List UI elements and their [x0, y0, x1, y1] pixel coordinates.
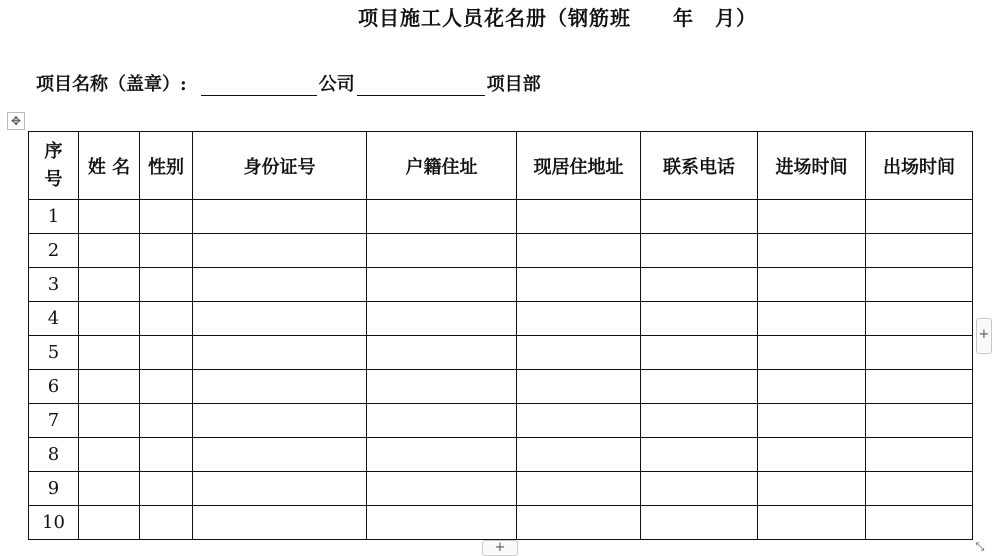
- header-current-address: 现居住地址: [517, 132, 641, 200]
- move-icon: ✥: [10, 114, 22, 128]
- gender-cell[interactable]: [140, 404, 193, 438]
- current-address-cell[interactable]: [517, 200, 641, 234]
- household-cell[interactable]: [367, 302, 517, 336]
- id-number-cell[interactable]: [193, 438, 367, 472]
- current-address-cell[interactable]: [517, 506, 641, 540]
- phone-cell[interactable]: [641, 472, 758, 506]
- name-cell[interactable]: [79, 268, 140, 302]
- table-row: [29, 336, 973, 370]
- exit-time-cell[interactable]: [866, 404, 973, 438]
- household-cell[interactable]: [367, 438, 517, 472]
- current-address-cell[interactable]: [517, 302, 641, 336]
- exit-time-cell[interactable]: [866, 268, 973, 302]
- header-seq: [29, 132, 79, 200]
- table-row: [29, 506, 973, 540]
- id-number-cell[interactable]: [193, 336, 367, 370]
- department-label: 项目部: [486, 74, 541, 95]
- header-gender: 性别: [140, 132, 193, 200]
- seq-cell: 3: [29, 268, 79, 302]
- gender-cell[interactable]: [140, 438, 193, 472]
- entry-time-cell[interactable]: [758, 472, 866, 506]
- add-column-button[interactable]: [976, 318, 992, 354]
- roster-table: [28, 131, 973, 540]
- project-name-blank[interactable]: [201, 73, 317, 96]
- add-row-button[interactable]: [482, 540, 518, 556]
- household-cell[interactable]: [367, 200, 517, 234]
- plus-icon: +: [978, 327, 990, 342]
- entry-time-cell[interactable]: [758, 404, 866, 438]
- project-name-line: [36, 70, 541, 96]
- current-address-cell[interactable]: [517, 438, 641, 472]
- household-cell[interactable]: [367, 506, 517, 540]
- name-cell[interactable]: [79, 302, 140, 336]
- header-seq-top: 序: [44, 140, 63, 162]
- id-number-cell[interactable]: [193, 268, 367, 302]
- exit-time-cell[interactable]: [866, 370, 973, 404]
- gender-cell[interactable]: [140, 268, 193, 302]
- header-phone: 联系电话: [641, 132, 758, 200]
- exit-time-cell[interactable]: [866, 234, 973, 268]
- project-name-label: 项目名称（盖章）:: [36, 74, 187, 95]
- header-entry-time: 进场时间: [758, 132, 866, 200]
- gender-cell[interactable]: [140, 302, 193, 336]
- table-move-handle[interactable]: [7, 112, 25, 130]
- name-cell[interactable]: [79, 234, 140, 268]
- name-cell[interactable]: [79, 506, 140, 540]
- exit-time-cell[interactable]: [866, 336, 973, 370]
- header-exit-time: 出场时间: [866, 132, 973, 200]
- name-cell[interactable]: [79, 200, 140, 234]
- gender-cell[interactable]: [140, 472, 193, 506]
- header-row: [29, 132, 973, 200]
- gender-cell[interactable]: [140, 370, 193, 404]
- entry-time-cell[interactable]: [758, 234, 866, 268]
- table-row: [29, 302, 973, 336]
- table-row: [29, 404, 973, 438]
- table-row: [29, 472, 973, 506]
- current-address-cell[interactable]: [517, 370, 641, 404]
- gender-cell[interactable]: [140, 200, 193, 234]
- exit-time-cell[interactable]: [866, 200, 973, 234]
- table-resize-handle[interactable]: [972, 540, 988, 554]
- gender-cell[interactable]: [140, 336, 193, 370]
- current-address-cell[interactable]: [517, 404, 641, 438]
- entry-time-cell[interactable]: [758, 438, 866, 472]
- exit-time-cell[interactable]: [866, 506, 973, 540]
- exit-time-cell[interactable]: [866, 438, 973, 472]
- id-number-cell[interactable]: [193, 302, 367, 336]
- household-cell[interactable]: [367, 472, 517, 506]
- seq-cell: 4: [29, 302, 79, 336]
- header-seq-bottom: 号: [44, 168, 63, 190]
- phone-cell[interactable]: [641, 302, 758, 336]
- table-row: [29, 438, 973, 472]
- phone-cell[interactable]: [641, 200, 758, 234]
- current-address-cell[interactable]: [517, 268, 641, 302]
- household-cell[interactable]: [367, 336, 517, 370]
- table-row: [29, 370, 973, 404]
- phone-cell[interactable]: [641, 370, 758, 404]
- current-address-cell[interactable]: [517, 472, 641, 506]
- resize-icon: ⤡: [975, 540, 985, 553]
- phone-cell[interactable]: [641, 506, 758, 540]
- name-cell[interactable]: [79, 404, 140, 438]
- name-cell[interactable]: [79, 438, 140, 472]
- table-row: [29, 200, 973, 234]
- household-cell[interactable]: [367, 404, 517, 438]
- id-number-cell[interactable]: [193, 404, 367, 438]
- exit-time-cell[interactable]: [866, 472, 973, 506]
- phone-cell[interactable]: [641, 336, 758, 370]
- table-row: [29, 268, 973, 302]
- entry-time-cell[interactable]: [758, 336, 866, 370]
- household-cell[interactable]: [367, 234, 517, 268]
- header-household-address: 户籍住址: [367, 132, 517, 200]
- entry-time-cell[interactable]: [758, 506, 866, 540]
- seq-cell: 10: [29, 506, 79, 540]
- header-name: 姓 名: [79, 132, 140, 200]
- plus-icon: +: [494, 540, 506, 555]
- seq-cell: 8: [29, 438, 79, 472]
- name-cell[interactable]: [79, 370, 140, 404]
- id-number-cell[interactable]: [193, 200, 367, 234]
- id-number-cell[interactable]: [193, 472, 367, 506]
- seq-cell: 7: [29, 404, 79, 438]
- household-cell[interactable]: [367, 268, 517, 302]
- current-address-cell[interactable]: [517, 336, 641, 370]
- seq-cell: 9: [29, 472, 79, 506]
- gender-cell[interactable]: [140, 234, 193, 268]
- id-number-cell[interactable]: [193, 234, 367, 268]
- seq-cell: 1: [29, 200, 79, 234]
- name-cell[interactable]: [79, 472, 140, 506]
- entry-time-cell[interactable]: [758, 200, 866, 234]
- name-cell[interactable]: [79, 336, 140, 370]
- seq-cell: 6: [29, 370, 79, 404]
- household-cell[interactable]: [367, 370, 517, 404]
- table-row: [29, 234, 973, 268]
- phone-cell[interactable]: [641, 234, 758, 268]
- entry-time-cell[interactable]: [758, 370, 866, 404]
- id-number-cell[interactable]: [193, 370, 367, 404]
- company-label: 公司: [318, 74, 355, 95]
- document-title: 项目施工人员花名册（钢筋班 年 月）: [358, 6, 757, 30]
- phone-cell[interactable]: [641, 438, 758, 472]
- entry-time-cell[interactable]: [758, 302, 866, 336]
- gender-cell[interactable]: [140, 506, 193, 540]
- phone-cell[interactable]: [641, 268, 758, 302]
- entry-time-cell[interactable]: [758, 268, 866, 302]
- phone-cell[interactable]: [641, 404, 758, 438]
- department-blank[interactable]: [357, 73, 485, 96]
- id-number-cell[interactable]: [193, 506, 367, 540]
- seq-cell: 5: [29, 336, 79, 370]
- seq-cell: 2: [29, 234, 79, 268]
- current-address-cell[interactable]: [517, 234, 641, 268]
- exit-time-cell[interactable]: [866, 302, 973, 336]
- header-id-number: 身份证号: [193, 132, 367, 200]
